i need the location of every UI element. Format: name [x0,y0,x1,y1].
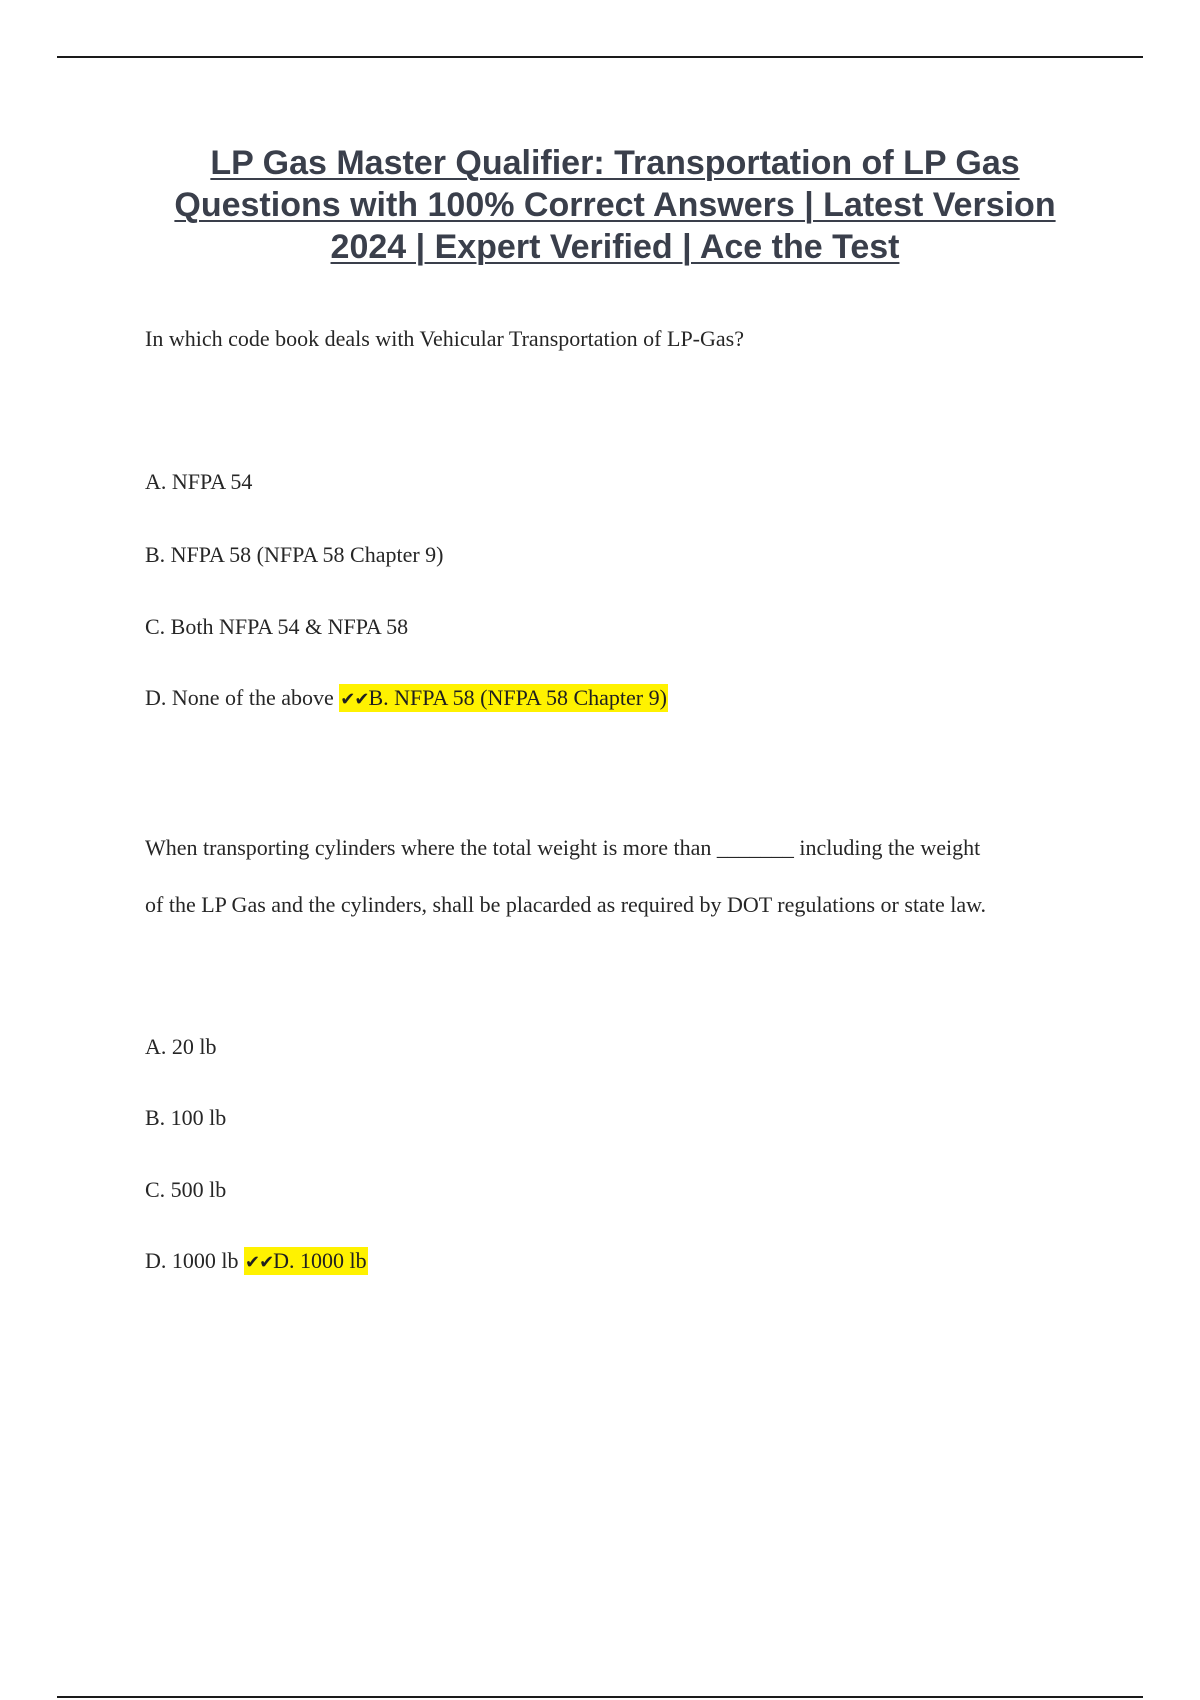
check-icon: ✔✔ [340,689,369,710]
question-2-option-b: B. 100 lb [145,1105,227,1130]
question-2-answer-highlight [244,1247,368,1275]
bottom-rule [57,1696,1143,1698]
question-2-text-line-2: of the LP Gas and the cylinders, shall be placarded as required by DOT regulations or state law. [145,892,987,917]
question-1-option-c: C. Both NFPA 54 & NFPA 58 [145,614,409,639]
question-1-text: In which code book deals with Vehicular Transportation of LP-Gas? [145,326,744,351]
document-title: LP Gas Master Qualifier: Transportation of LP Gas Questions with 100% Correct Answers | Latest Version 2024 | Expert Verified | Ace the Test [174,144,1056,266]
question-2-option-c: C. 500 lb [145,1177,227,1202]
question-2-answer: D. 1000 lb [273,1248,367,1273]
question-1-option-b: B. NFPA 58 (NFPA 58 Chapter 9) [145,542,444,567]
question-1-option-a: A. NFPA 54 [145,469,253,494]
top-rule [57,56,1143,58]
question-1-answer-highlight [339,684,668,712]
question-2-text-line-1: When transporting cylinders where the total weight is more than _______ including the weight [145,835,981,860]
question-1-option-d-label: D. None of the above [145,685,334,710]
question-2-option-d [145,1247,368,1277]
question-1-answer: B. NFPA 58 (NFPA 58 Chapter 9) [368,685,667,710]
question-1-option-d [145,684,668,714]
question-2-option-d-label: D. 1000 lb [145,1248,239,1273]
question-2-option-a: A. 20 lb [145,1034,217,1059]
check-icon: ✔✔ [245,1252,274,1273]
